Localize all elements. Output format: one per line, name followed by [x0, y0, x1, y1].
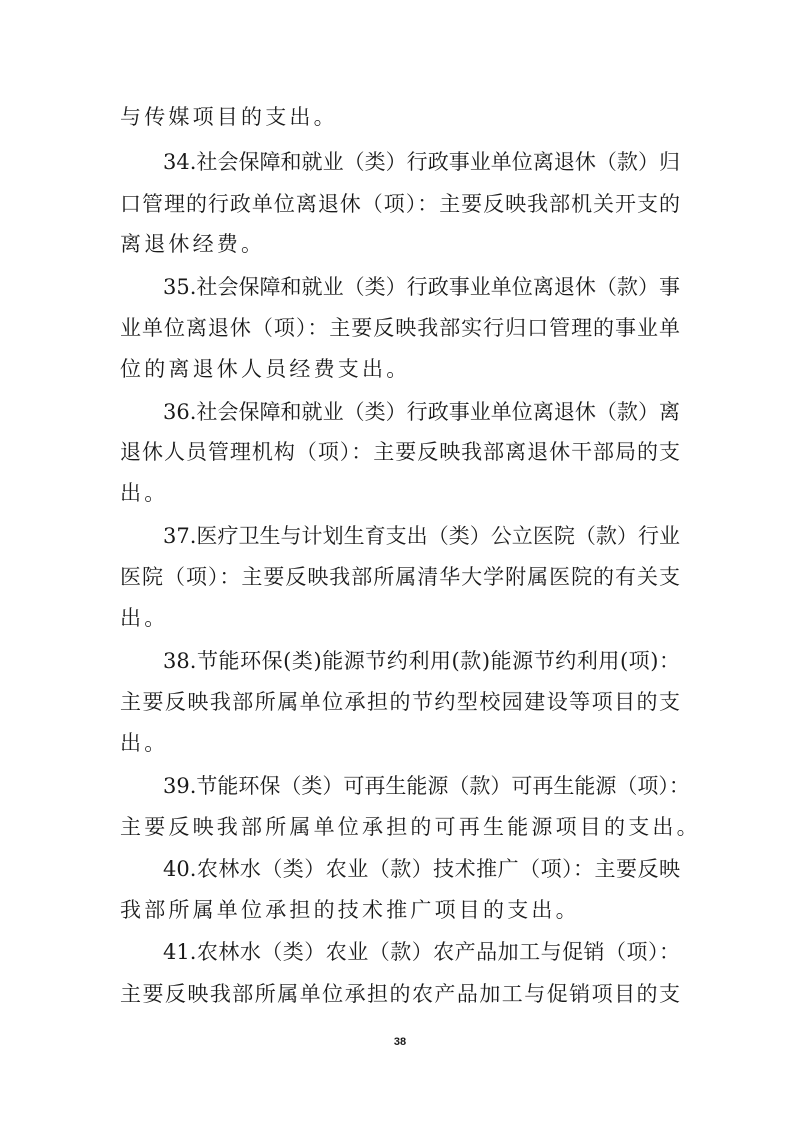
item-35-line-1: 35.社会保障和就业（类）行政事业单位离退休（款）事: [163, 275, 680, 299]
item-34-line-2: 口管理的行政单位离退休（项）：主要反映我部机关开支的: [120, 192, 680, 216]
item-38-line-2: 主要反映我部所属单位承担的节约型校园建设等项目的支: [120, 690, 680, 714]
item-36-line-1: 36.社会保障和就业（类）行政事业单位离退休（款）离: [163, 400, 680, 424]
item-36-line-3: 出。: [120, 481, 169, 505]
item-34-line-3: 离退休经费。: [120, 232, 266, 256]
item-35-line-3: 位的离退休人员经费支出。: [120, 357, 411, 381]
item-39-line-2: 主要反映我部所属单位承担的可再生能源项目的支出。: [120, 815, 701, 839]
item-36-line-2: 退休人员管理机构（项）：主要反映我部离退休干部局的支: [120, 440, 680, 464]
item-37-line-1: 37.医疗卫生与计划生育支出（类）公立医院（款）行业: [163, 524, 680, 548]
item-41-line-2: 主要反映我部所属单位承担的农产品加工与促销项目的支: [120, 982, 680, 1006]
item-37-line-2: 医院（项）：主要反映我部所属清华大学附属医院的有关支: [120, 565, 680, 589]
page-number: 38: [393, 1036, 407, 1048]
paragraph-line-1: 与传媒项目的支出。: [120, 105, 338, 129]
item-35-line-2: 业单位离退休（项）：主要反映我部实行归口管理的事业单: [120, 316, 680, 340]
item-38-line-3: 出。: [120, 731, 169, 755]
item-34-line-1: 34.社会保障和就业（类）行政事业单位离退休（款）归: [163, 150, 680, 174]
item-38-line-1: 38.节能环保(类)能源节约利用(款)能源节约利用(项)：: [163, 649, 680, 673]
item-39-line-1: 39.节能环保（类）可再生能源（款）可再生能源（项）：: [163, 774, 690, 798]
item-41-line-1: 41.农林水（类）农业（款）农产品加工与促销（项）：: [163, 940, 680, 964]
item-40-line-2: 我部所属单位承担的技术推广项目的支出。: [120, 898, 580, 922]
item-40-line-1: 40.农林水（类）农业（款）技术推广（项）：主要反映: [163, 857, 680, 881]
item-37-line-3: 出。: [120, 606, 169, 630]
